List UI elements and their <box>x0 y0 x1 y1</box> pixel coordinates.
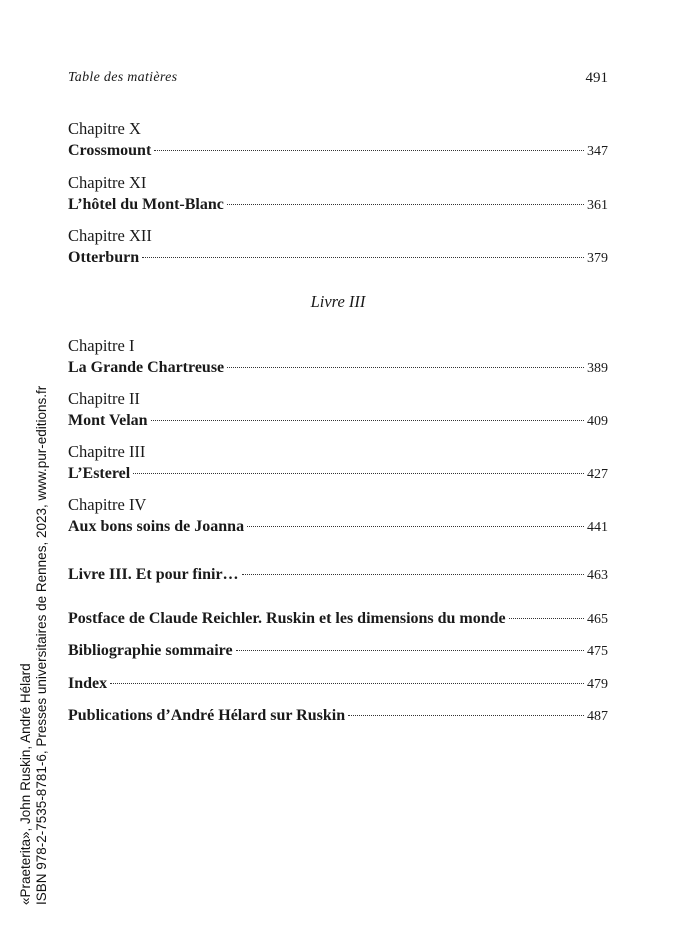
page-ref: 475 <box>587 644 608 659</box>
toc-entry-chapter-i <box>68 335 608 379</box>
page-ref: 441 <box>587 520 608 535</box>
page-number: 491 <box>585 70 608 86</box>
dot-leader <box>133 473 584 474</box>
running-title: Table des matières <box>68 70 178 85</box>
toc-entry-chapter-x <box>68 118 608 162</box>
page-ref: 347 <box>587 144 608 159</box>
dot-leader <box>242 574 584 575</box>
page-ref: 409 <box>587 414 608 429</box>
section-title: Postface de Claude Reichler. Ruskin et les dimensions du monde <box>68 610 506 627</box>
page-ref: 389 <box>587 361 608 376</box>
page-ref: 479 <box>587 677 608 692</box>
section-title: Index <box>68 675 108 692</box>
dot-leader <box>348 715 584 716</box>
toc-line[interactable] <box>68 564 608 586</box>
toc-entry-chapter-ii <box>68 388 608 432</box>
page-ref: 465 <box>587 612 608 627</box>
section-title: Publications d’André Hélard sur Ruskin <box>68 707 346 724</box>
chapter-title: La Grande Chartreuse <box>68 359 225 376</box>
toc-entry-postface <box>68 608 608 630</box>
chapter-number: Chapitre II <box>68 389 140 408</box>
chapter-number: Chapitre X <box>68 119 141 138</box>
dot-leader <box>154 150 584 151</box>
chapter-title: Aux bons soins de Joanna <box>68 518 245 535</box>
toc-entry-bibliographie <box>68 640 608 662</box>
chapter-number: Chapitre XI <box>68 173 147 192</box>
chapter-number: Chapitre IV <box>68 495 147 514</box>
dot-leader <box>110 683 584 684</box>
section-title: Livre III. Et pour finir… <box>68 566 239 583</box>
chapter-title: L’hôtel du Mont-Blanc <box>68 196 224 213</box>
chapter-title: L’Esterel <box>68 465 131 482</box>
toc-line[interactable] <box>68 705 608 727</box>
chapter-title: Mont Velan <box>68 412 148 429</box>
toc-line[interactable] <box>68 673 608 695</box>
dot-leader <box>236 650 584 651</box>
dot-leader <box>227 367 584 368</box>
toc-entry-et-pour-finir <box>68 564 608 586</box>
page-ref: 427 <box>587 467 608 482</box>
toc-line[interactable] <box>68 410 608 432</box>
page-ref: 379 <box>587 251 608 266</box>
chapter-title: Crossmount <box>68 142 152 159</box>
toc-line[interactable] <box>68 140 608 162</box>
toc-line[interactable] <box>68 640 608 662</box>
page-ref: 463 <box>587 568 608 583</box>
toc-entry-index <box>68 673 608 695</box>
toc-line[interactable] <box>68 194 608 216</box>
dot-leader <box>509 618 584 619</box>
publisher-margin-note <box>18 386 50 905</box>
toc-entry-publications <box>68 705 608 727</box>
dot-leader <box>247 526 584 527</box>
dot-leader <box>151 420 584 421</box>
chapter-number: Chapitre XII <box>68 226 152 245</box>
running-header <box>68 70 608 92</box>
chapter-number: Chapitre I <box>68 336 135 355</box>
toc-entry-chapter-xi <box>68 172 608 216</box>
toc-line[interactable] <box>68 463 608 485</box>
section-title: Bibliographie sommaire <box>68 642 233 659</box>
toc-entry-chapter-iv <box>68 494 608 538</box>
toc-line[interactable] <box>68 516 608 538</box>
toc-entry-chapter-iii <box>68 441 608 485</box>
chapter-title: Otterburn <box>68 249 140 266</box>
chapter-number: Chapitre III <box>68 442 146 461</box>
toc-entry-chapter-xii <box>68 225 608 269</box>
toc-line[interactable] <box>68 247 608 269</box>
toc-line[interactable] <box>68 608 608 630</box>
page-ref: 361 <box>587 198 608 213</box>
toc-line[interactable] <box>68 357 608 379</box>
margin-note-line-1: «Praeterita», John Ruskin, André Hélard <box>18 663 33 905</box>
margin-note-line-2: ISBN 978-2-7535-8781-6, Presses universitaires de Rennes, 2023, www.pur-editions.fr <box>34 385 49 905</box>
part-heading: Livre III <box>310 292 366 311</box>
dot-leader <box>227 204 584 205</box>
dot-leader <box>142 257 584 258</box>
page-ref: 487 <box>587 709 608 724</box>
